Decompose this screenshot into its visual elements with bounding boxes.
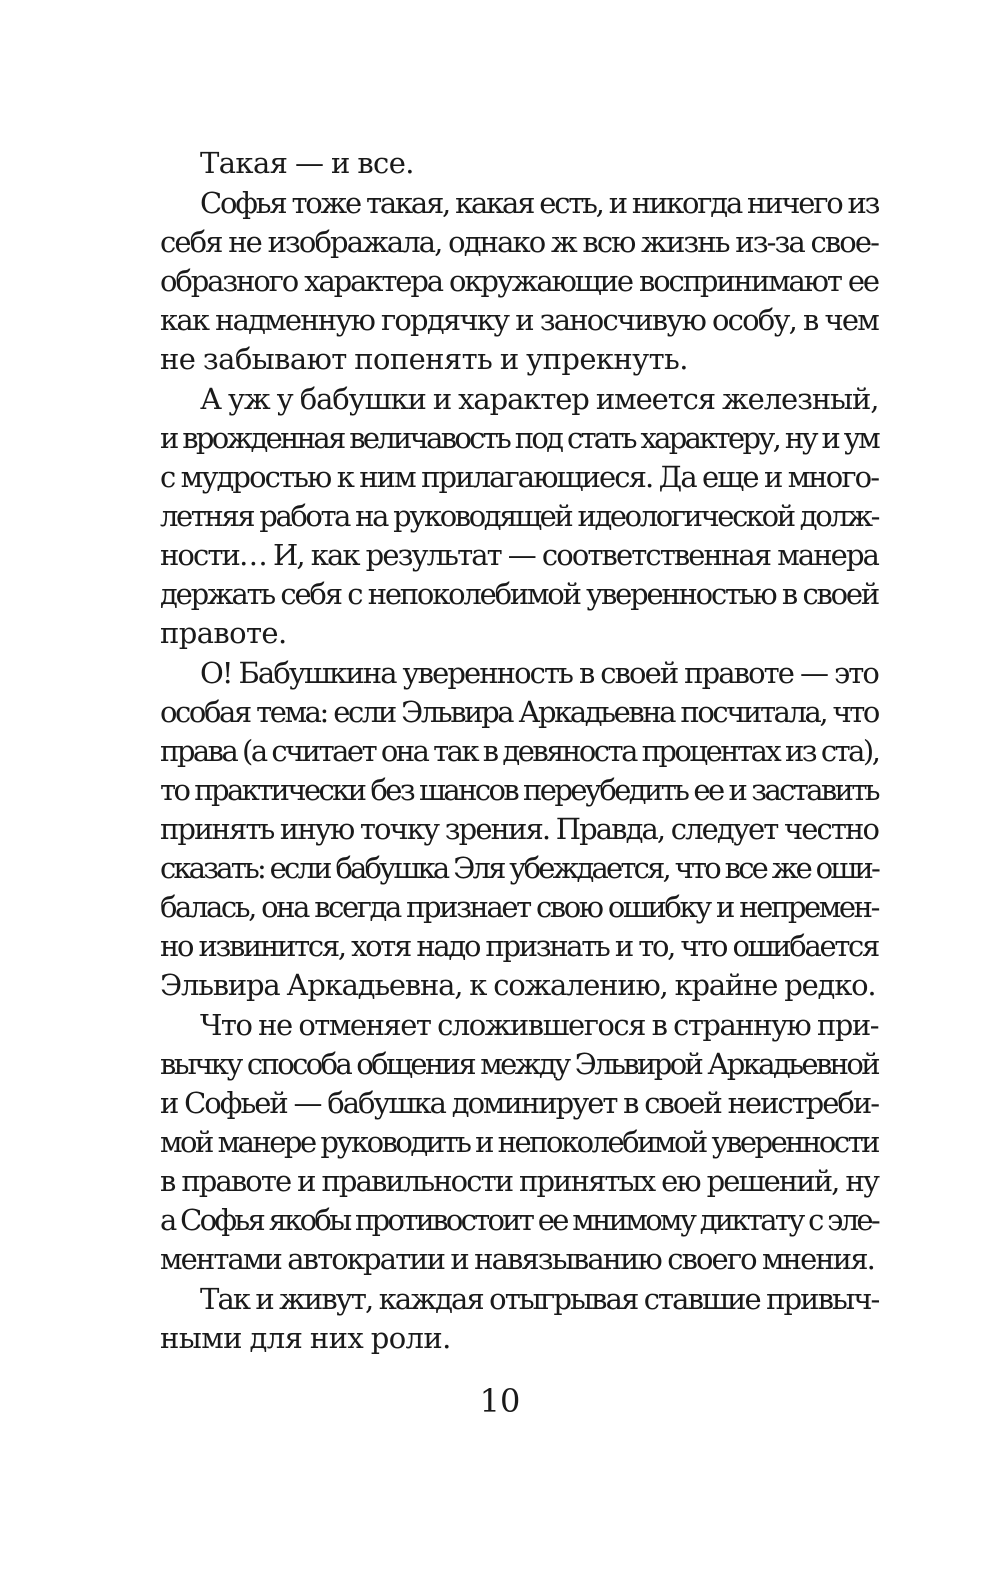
body-text <box>160 144 878 1358</box>
text-line: не забывают попенять и упрекнуть. <box>160 342 688 376</box>
text-line: образного характера окружающие воспринимают ее <box>160 264 878 298</box>
text-line: как надменную гордячку и заносчивую особу, в чем <box>160 303 878 337</box>
text-line: Что не отменяет сложившегося в странную при- <box>200 1008 878 1042</box>
text-line: Эльвира Аркадьевна, к сожалению, крайне редко. <box>160 968 876 1002</box>
text-line: ности… И, как результат — соответственная манера <box>160 538 878 572</box>
text-line: и врожденная величавость под стать характеру, ну и ум <box>160 421 878 455</box>
text-line: принять иную точку зрения. Правда, следует честно <box>160 812 878 846</box>
page-number: 10 <box>479 1382 521 1420</box>
paragraph <box>160 654 878 1005</box>
text-line: Так и живут, каждая отыгрывая ставшие привыч- <box>200 1282 879 1316</box>
text-line: Такая — и все. <box>200 146 414 180</box>
text-line: права (а считает она так в девяноста процентах из ста), <box>160 734 879 768</box>
text-line: себя не изображала, однако ж всю жизнь из-за свое- <box>160 225 878 259</box>
text-line: вычку способа общения между Эльвирой Аркадьевной <box>160 1047 878 1081</box>
text-line: особая тема: если Эльвира Аркадьевна посчитала, что <box>160 695 878 729</box>
text-line: летняя работа на руководящей идеологической долж- <box>160 499 878 533</box>
text-line: в правоте и правильности принятых ею решений, ну <box>160 1164 878 1198</box>
paragraph <box>160 144 878 183</box>
text-line: сказать: если бабушка Эля убеждается, что все же оши- <box>160 851 878 885</box>
text-line: но извинится, хотя надо признать и то, что ошибается <box>160 929 878 963</box>
paragraph <box>160 1006 878 1279</box>
text-line: правоте. <box>160 616 287 650</box>
text-line: мой манере руководить и непоколебимой уверенности <box>160 1125 878 1159</box>
text-line: О! Бабушкина уверенность в своей правоте — это <box>200 656 878 690</box>
paragraph <box>160 184 878 379</box>
text-line: балась, она всегда признает свою ошибку и непремен- <box>160 890 878 924</box>
paragraph <box>160 1280 878 1358</box>
text-line: Софья тоже такая, какая есть, и никогда ничего из <box>200 186 879 220</box>
paragraph <box>160 380 878 653</box>
text-line: ментами автократии и навязыванию своего мнения. <box>160 1242 874 1276</box>
text-line: держать себя с непоколебимой уверенностью в своей <box>160 577 878 611</box>
text-line: ными для них роли. <box>160 1321 451 1355</box>
text-line: то практически без шансов переубедить ее и заставить <box>160 773 878 807</box>
text-line: А уж у бабушки и характер имеется железный, <box>200 382 879 416</box>
text-line: с мудростью к ним прилагающиеся. Да еще и много- <box>160 460 879 494</box>
text-line: и Софьей — бабушка доминирует в своей неистреби- <box>160 1086 878 1120</box>
text-line: а Софья якобы противостоит ее мнимому диктату с эле- <box>160 1203 878 1237</box>
